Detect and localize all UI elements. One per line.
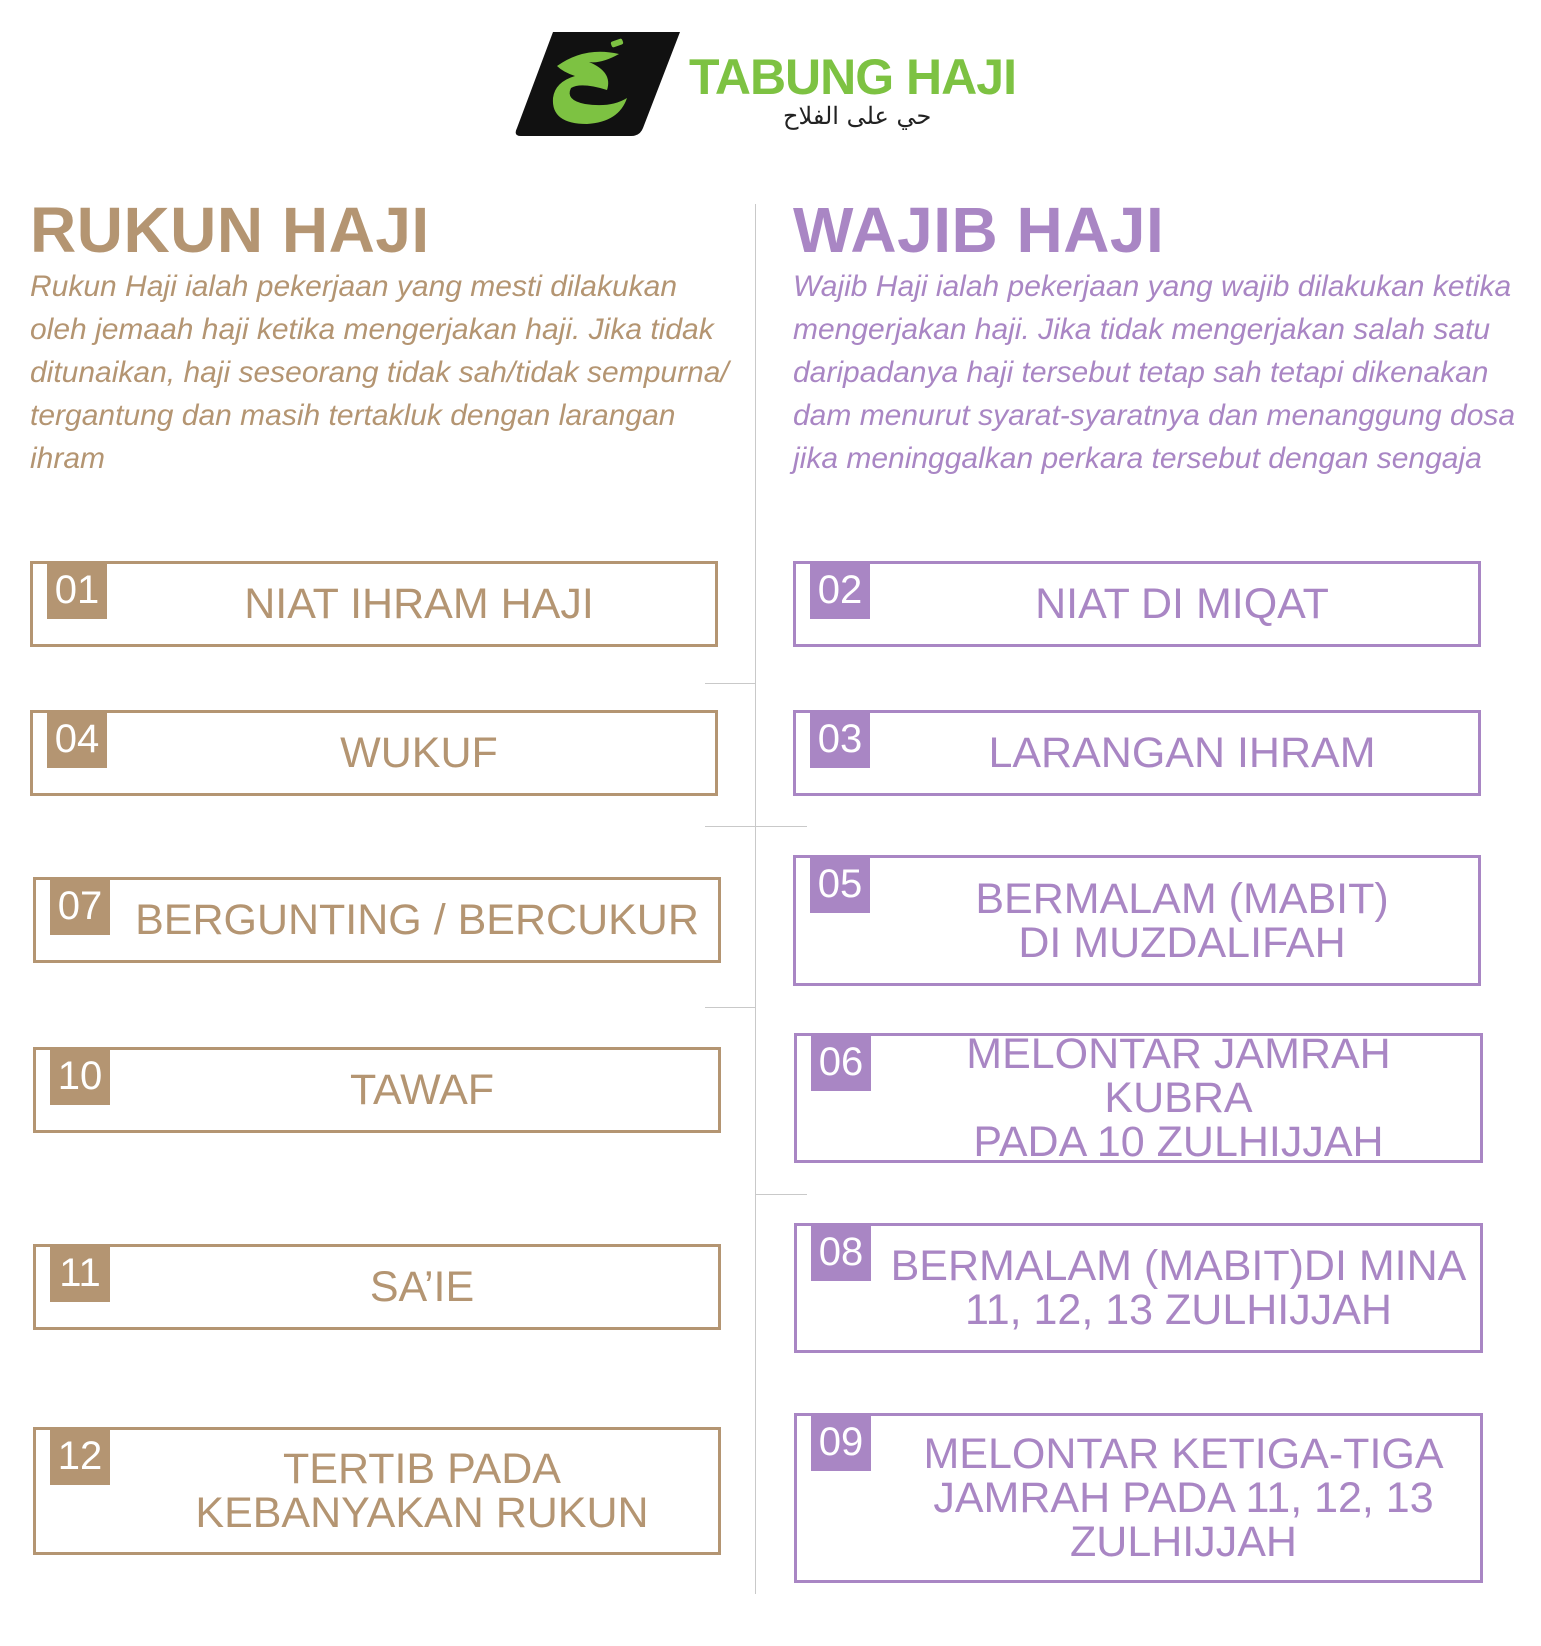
step-number-badge: 01	[47, 561, 107, 619]
rukun-item	[33, 877, 721, 963]
step-number-badge: 04	[47, 710, 107, 768]
wajib-item	[793, 855, 1481, 986]
step-number-badge: 05	[810, 855, 870, 913]
wajib-item	[794, 1413, 1483, 1583]
connector-line	[705, 826, 807, 827]
rukun-item	[33, 1427, 721, 1555]
step-number-badge: 06	[811, 1033, 871, 1091]
wajib-item	[794, 1030, 1483, 1166]
rukun-item	[33, 1047, 721, 1133]
rukun-item	[30, 561, 718, 647]
step-label: BERMALAM (MABIT)DI MINA 11, 12, 13 ZULHIJJAH	[890, 1242, 1467, 1334]
wajib-item	[793, 561, 1481, 647]
step-label: NIAT DI MIQAT	[1035, 580, 1329, 628]
step-number-badge: 02	[810, 561, 870, 619]
rukun-haji-title: RUKUN HAJI	[30, 194, 430, 266]
step-label: MELONTAR JAMRAH KUBRA PADA 10 ZULHIJJAH	[966, 1030, 1391, 1166]
step-number-badge: 03	[810, 710, 870, 768]
step-number-badge: 11	[50, 1244, 110, 1302]
step-label: TERTIB PADA KEBANYAKAN RUKUN	[195, 1445, 649, 1537]
tabung-haji-logo	[515, 32, 1016, 142]
logo-name: TABUNG HAJI	[689, 49, 1016, 105]
rukun-haji-description: Rukun Haji ialah pekerjaan yang mesti dilakukan oleh jemaah haji ketika mengerjakan haji. Jika tidak ditunaikan, haji seseorang tidak sah/tidak sempurna/ tergantung dan masih tertakluk dengan larangan ihram	[30, 270, 729, 475]
step-number-badge: 10	[50, 1047, 110, 1105]
step-label: WUKUF	[340, 729, 498, 777]
wajib-item	[793, 710, 1481, 796]
step-number-badge: 07	[50, 877, 110, 935]
step-number-badge: 09	[811, 1413, 871, 1471]
step-label: NIAT IHRAM HAJI	[244, 580, 594, 628]
connector-line	[705, 1007, 756, 1008]
connector-line	[705, 683, 756, 684]
rukun-item	[33, 1244, 721, 1330]
center-divider	[755, 204, 756, 1594]
step-number-badge: 12	[50, 1427, 110, 1485]
step-label: BERGUNTING / BERCUKUR	[135, 896, 699, 944]
connector-line	[755, 1194, 807, 1195]
wajib-haji-title: WAJIB HAJI	[793, 194, 1165, 266]
wajib-item	[794, 1223, 1483, 1353]
logo-tagline: حي على الفلاح	[783, 102, 932, 130]
logo-mark-icon	[515, 32, 680, 136]
step-label: SA’IE	[369, 1263, 475, 1311]
step-label: BERMALAM (MABIT) DI MUZDALIFAH	[975, 874, 1389, 967]
rukun-item	[30, 710, 718, 796]
step-label: TAWAF	[349, 1066, 495, 1114]
step-label: MELONTAR KETIGA-TIGA JAMRAH PADA 11, 12, 13 ZULHIJJAH	[923, 1430, 1444, 1566]
step-label: LARANGAN IHRAM	[988, 729, 1376, 777]
wajib-haji-description: Wajib Haji ialah pekerjaan yang wajib dilakukan ketika mengerjakan haji. Jika tidak mengerjakan salah satu daripadanya haji tersebut tetap sah tetapi dikenakan dam menurut syarat-syaratnya dan menanggung dosa jika meninggalkan perkara tersebut dengan sengaja	[793, 270, 1516, 475]
step-number-badge: 08	[811, 1223, 871, 1281]
